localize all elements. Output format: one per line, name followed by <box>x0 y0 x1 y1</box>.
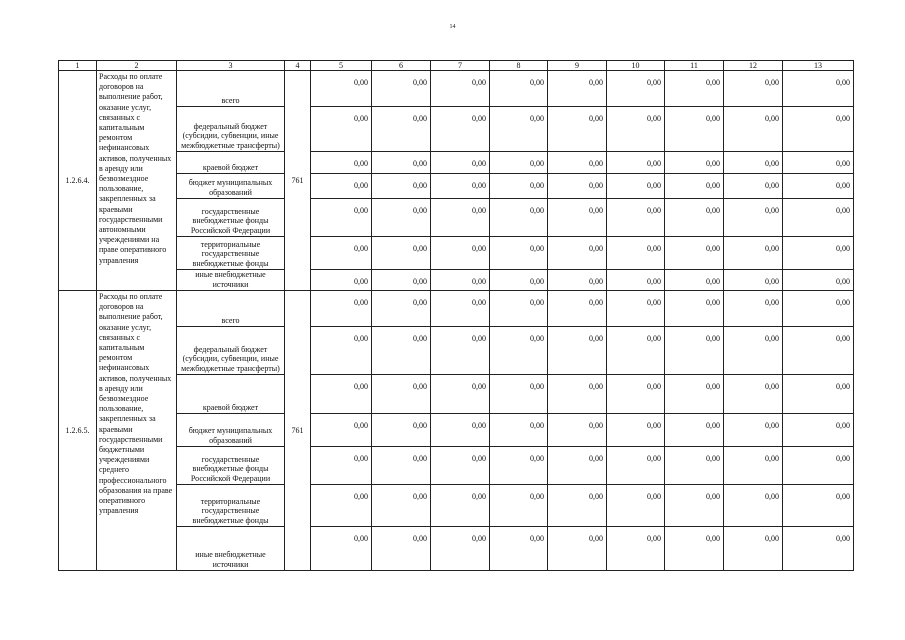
amount-cell: 0,00 <box>372 270 431 291</box>
amount-cell: 0,00 <box>665 174 724 199</box>
amount-cell: 0,00 <box>311 270 372 291</box>
amount-cell: 0,00 <box>490 199 548 237</box>
amount-cell: 0,00 <box>431 375 490 414</box>
table-row <box>59 414 854 447</box>
amount-cell: 0,00 <box>548 447 607 485</box>
amount-cell: 0,00 <box>431 237 490 270</box>
amount-cell: 0,00 <box>724 107 783 152</box>
amount-cell: 0,00 <box>665 107 724 152</box>
amount-cell: 0,00 <box>548 327 607 375</box>
column-header: 1 <box>59 61 97 71</box>
amount-cell: 0,00 <box>607 447 665 485</box>
amount-cell: 0,00 <box>372 237 431 270</box>
column-header: 2 <box>97 61 177 71</box>
amount-cell: 0,00 <box>311 199 372 237</box>
item-description: Расходы по оплате договоров на выполнение работ, оказание услуг, связанных с капитальным ремонтом нефинансовых активов, полученных в аренду или безвозмездное пользование, закрепленных за краевыми государственными бюджетными учреждениями среднего профессионального образования на праве оперативного управления <box>97 291 177 571</box>
item-code: 1.2.6.5. <box>59 291 97 571</box>
column-number-row <box>59 61 854 71</box>
amount-cell: 0,00 <box>607 375 665 414</box>
amount-cell: 0,00 <box>490 174 548 199</box>
amount-cell: 0,00 <box>607 527 665 571</box>
amount-cell: 0,00 <box>431 485 490 527</box>
amount-cell: 0,00 <box>311 152 372 174</box>
amount-cell: 0,00 <box>783 291 854 327</box>
amount-cell: 0,00 <box>607 107 665 152</box>
amount-cell: 0,00 <box>490 152 548 174</box>
amount-cell: 0,00 <box>783 152 854 174</box>
column-header: 8 <box>490 61 548 71</box>
amount-cell: 0,00 <box>724 375 783 414</box>
amount-cell: 0,00 <box>311 107 372 152</box>
amount-cell: 0,00 <box>665 447 724 485</box>
amount-cell: 0,00 <box>607 270 665 291</box>
amount-cell: 0,00 <box>783 485 854 527</box>
amount-cell: 0,00 <box>724 414 783 447</box>
amount-cell: 0,00 <box>431 174 490 199</box>
column-header: 12 <box>724 61 783 71</box>
table-row <box>59 327 854 375</box>
amount-cell: 0,00 <box>783 447 854 485</box>
amount-cell: 0,00 <box>665 327 724 375</box>
amount-cell: 0,00 <box>607 327 665 375</box>
amount-cell: 0,00 <box>431 107 490 152</box>
amount-cell: 0,00 <box>490 447 548 485</box>
amount-cell: 0,00 <box>490 527 548 571</box>
amount-cell: 0,00 <box>724 71 783 107</box>
amount-cell: 0,00 <box>490 291 548 327</box>
amount-cell: 0,00 <box>431 527 490 571</box>
amount-cell: 0,00 <box>607 199 665 237</box>
column-header: 10 <box>607 61 665 71</box>
amount-cell: 0,00 <box>372 199 431 237</box>
amount-cell: 0,00 <box>490 270 548 291</box>
amount-cell: 0,00 <box>372 485 431 527</box>
amount-cell: 0,00 <box>490 485 548 527</box>
amount-cell: 0,00 <box>372 375 431 414</box>
amount-cell: 0,00 <box>490 414 548 447</box>
amount-cell: 0,00 <box>431 71 490 107</box>
funding-source: краевой бюджет <box>177 152 285 174</box>
amount-cell: 0,00 <box>372 414 431 447</box>
column-header: 6 <box>372 61 431 71</box>
amount-cell: 0,00 <box>783 527 854 571</box>
amount-cell: 0,00 <box>372 71 431 107</box>
amount-cell: 0,00 <box>431 152 490 174</box>
administrator-code: 761 <box>285 71 311 291</box>
item-description: Расходы по оплате договоров на выполнение работ, оказание услуг, связанных с капитальным ремонтом нефинансовых активов, полученных в аренду или безвозмездное пользование, закрепленных за краевыми государственными автономными учреждениями на праве оперативного управления <box>97 71 177 291</box>
amount-cell: 0,00 <box>311 291 372 327</box>
page-number: 14 <box>449 24 456 30</box>
amount-cell: 0,00 <box>724 199 783 237</box>
amount-cell: 0,00 <box>490 237 548 270</box>
amount-cell: 0,00 <box>665 291 724 327</box>
table-row <box>59 237 854 270</box>
amount-cell: 0,00 <box>490 107 548 152</box>
amount-cell: 0,00 <box>311 447 372 485</box>
column-header: 3 <box>177 61 285 71</box>
column-header: 5 <box>311 61 372 71</box>
funding-source: территориальные государственные внебюджетные фонды <box>177 485 285 527</box>
table-row <box>59 485 854 527</box>
amount-cell: 0,00 <box>372 107 431 152</box>
amount-cell: 0,00 <box>548 270 607 291</box>
amount-cell: 0,00 <box>548 174 607 199</box>
amount-cell: 0,00 <box>607 152 665 174</box>
table-row <box>59 527 854 571</box>
amount-cell: 0,00 <box>548 107 607 152</box>
amount-cell: 0,00 <box>548 485 607 527</box>
amount-cell: 0,00 <box>607 71 665 107</box>
funding-source: всего <box>177 71 285 107</box>
administrator-code: 761 <box>285 291 311 571</box>
amount-cell: 0,00 <box>548 527 607 571</box>
amount-cell: 0,00 <box>372 447 431 485</box>
table-row <box>59 375 854 414</box>
amount-cell: 0,00 <box>372 327 431 375</box>
funding-source: бюджет муниципальных образований <box>177 414 285 447</box>
funding-source: всего <box>177 291 285 327</box>
amount-cell: 0,00 <box>548 71 607 107</box>
table-row <box>59 291 854 327</box>
amount-cell: 0,00 <box>665 71 724 107</box>
amount-cell: 0,00 <box>431 199 490 237</box>
amount-cell: 0,00 <box>372 174 431 199</box>
funding-source: иные внебюджетные источники <box>177 527 285 571</box>
amount-cell: 0,00 <box>431 291 490 327</box>
amount-cell: 0,00 <box>783 107 854 152</box>
amount-cell: 0,00 <box>724 174 783 199</box>
funding-source: федеральный бюджет (субсидии, субвенции, иные межбюджетные трансферты) <box>177 107 285 152</box>
column-header: 9 <box>548 61 607 71</box>
amount-cell: 0,00 <box>548 152 607 174</box>
amount-cell: 0,00 <box>783 71 854 107</box>
table-row <box>59 447 854 485</box>
funding-source: иные внебюджетные источники <box>177 270 285 291</box>
item-code: 1.2.6.4. <box>59 71 97 291</box>
funding-source: бюджет муниципальных образований <box>177 174 285 199</box>
amount-cell: 0,00 <box>548 375 607 414</box>
amount-cell: 0,00 <box>724 447 783 485</box>
amount-cell: 0,00 <box>724 291 783 327</box>
amount-cell: 0,00 <box>490 327 548 375</box>
funding-source: государственные внебюджетные фонды Российской Федерации <box>177 447 285 485</box>
column-header: 7 <box>431 61 490 71</box>
amount-cell: 0,00 <box>372 291 431 327</box>
amount-cell: 0,00 <box>665 237 724 270</box>
table-row <box>59 107 854 152</box>
amount-cell: 0,00 <box>783 199 854 237</box>
column-header: 13 <box>783 61 854 71</box>
amount-cell: 0,00 <box>431 414 490 447</box>
amount-cell: 0,00 <box>665 152 724 174</box>
amount-cell: 0,00 <box>311 174 372 199</box>
amount-cell: 0,00 <box>311 485 372 527</box>
amount-cell: 0,00 <box>431 270 490 291</box>
amount-cell: 0,00 <box>372 527 431 571</box>
budget-table <box>58 60 854 571</box>
amount-cell: 0,00 <box>311 527 372 571</box>
amount-cell: 0,00 <box>783 174 854 199</box>
table-row <box>59 199 854 237</box>
amount-cell: 0,00 <box>548 199 607 237</box>
amount-cell: 0,00 <box>607 174 665 199</box>
amount-cell: 0,00 <box>783 375 854 414</box>
amount-cell: 0,00 <box>548 291 607 327</box>
funding-source: территориальные государственные внебюджетные фонды <box>177 237 285 270</box>
table-row <box>59 270 854 291</box>
amount-cell: 0,00 <box>665 485 724 527</box>
amount-cell: 0,00 <box>607 291 665 327</box>
amount-cell: 0,00 <box>607 485 665 527</box>
amount-cell: 0,00 <box>311 375 372 414</box>
funding-source: федеральный бюджет (субсидии, субвенции, иные межбюджетные трансферты) <box>177 327 285 375</box>
amount-cell: 0,00 <box>783 270 854 291</box>
amount-cell: 0,00 <box>548 237 607 270</box>
table-body <box>59 71 854 571</box>
funding-source: государственные внебюджетные фонды Российской Федерации <box>177 199 285 237</box>
amount-cell: 0,00 <box>724 237 783 270</box>
amount-cell: 0,00 <box>665 375 724 414</box>
amount-cell: 0,00 <box>490 375 548 414</box>
column-header: 4 <box>285 61 311 71</box>
amount-cell: 0,00 <box>783 237 854 270</box>
amount-cell: 0,00 <box>372 152 431 174</box>
amount-cell: 0,00 <box>607 414 665 447</box>
amount-cell: 0,00 <box>724 485 783 527</box>
amount-cell: 0,00 <box>311 327 372 375</box>
amount-cell: 0,00 <box>311 414 372 447</box>
funding-source: краевой бюджет <box>177 375 285 414</box>
amount-cell: 0,00 <box>665 270 724 291</box>
amount-cell: 0,00 <box>431 447 490 485</box>
amount-cell: 0,00 <box>783 414 854 447</box>
table-row <box>59 71 854 107</box>
amount-cell: 0,00 <box>490 71 548 107</box>
amount-cell: 0,00 <box>607 237 665 270</box>
amount-cell: 0,00 <box>724 527 783 571</box>
column-header: 11 <box>665 61 724 71</box>
amount-cell: 0,00 <box>548 414 607 447</box>
amount-cell: 0,00 <box>665 527 724 571</box>
amount-cell: 0,00 <box>783 327 854 375</box>
amount-cell: 0,00 <box>311 71 372 107</box>
table-row <box>59 152 854 174</box>
amount-cell: 0,00 <box>665 199 724 237</box>
amount-cell: 0,00 <box>665 414 724 447</box>
amount-cell: 0,00 <box>311 237 372 270</box>
amount-cell: 0,00 <box>724 270 783 291</box>
amount-cell: 0,00 <box>431 327 490 375</box>
table-row <box>59 174 854 199</box>
amount-cell: 0,00 <box>724 327 783 375</box>
amount-cell: 0,00 <box>724 152 783 174</box>
